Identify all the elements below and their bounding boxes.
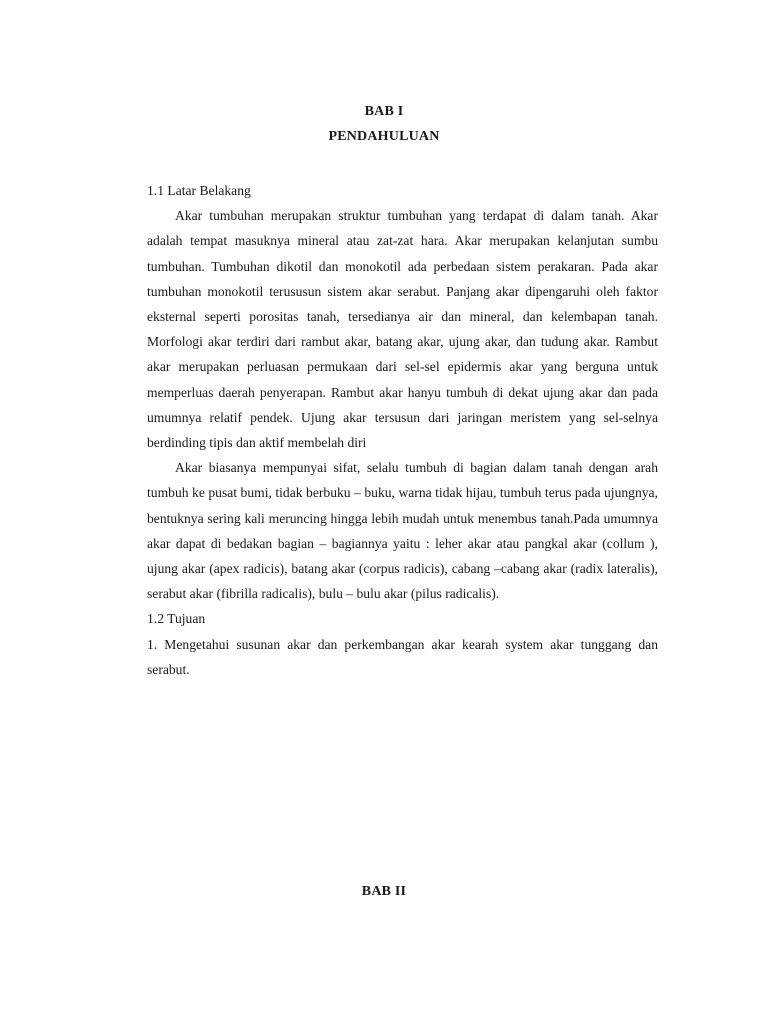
section-heading-latar-belakang: 1.1 Latar Belakang [147,183,251,198]
document-body [147,178,658,682]
tujuan-item-1: 1. Mengetahui susunan akar dan perkembangan akar kearah system akar tunggang dan serabut. [147,636,658,677]
chapter-number: BAB I [364,104,404,119]
chapter-title: PENDAHULUAN [328,129,440,144]
section-heading-tujuan: 1.2 Tujuan [147,611,206,627]
paragraph-latar-belakang-2: Akar biasanya mempunyai sifat, selalu tumbuh di bagian dalam tanah dengan arah tumbuh ke pusat bumi, tidak berbuku – buku, warna tidak hijau, tumbuh terus pada ujungnya, bentuknya sering kali meruncing hingga lebih mudah untuk menembus tanah.Pada umumnya akar dapat di bedakan bagian – bagiannya yaitu : leher akar atau pangkal akar (collum ), ujung akar (apex radicis), batang akar (corpus radicis), cabang –cabang akar (radix lateralis), serabut akar (fibrilla radicalis), bulu – bulu akar (pilus radicalis). [147,460,658,602]
paragraph-latar-belakang-1: Akar tumbuhan merupakan struktur tumbuhan yang terdapat di dalam tanah. Akar adalah tempat masuknya mineral atau zat-zat hara. Akar merupakan kelanjutan sumbu tumbuhan. Tumbuhan dikotil dan monokotil ada perbedaan sistem perakaran. Pada akar tumbuhan monokotil terususun sistem akar serabut. Panjang akar dipengaruhi oleh faktor eksternal seperti porositas tanah, tersedianya air dan mineral, dan kelembapan tanah. Morfologi akar terdiri dari rambut akar, batang akar, ujung akar, dan tudung akar. Rambut akar merupakan perluasan permukaan dari sel-sel epidermis akar yang berguna untuk memperluas daerah penyerapan. Rambut akar hanyu tumbuh di dekat ujung akar dan pada umumnya relatif pendek. Ujung akar tersusun dari jaringan meristem yang sel-selnya berdinding tipis dan aktif membelah diri [147,208,658,451]
chapter-2-number: BAB II [361,884,407,899]
